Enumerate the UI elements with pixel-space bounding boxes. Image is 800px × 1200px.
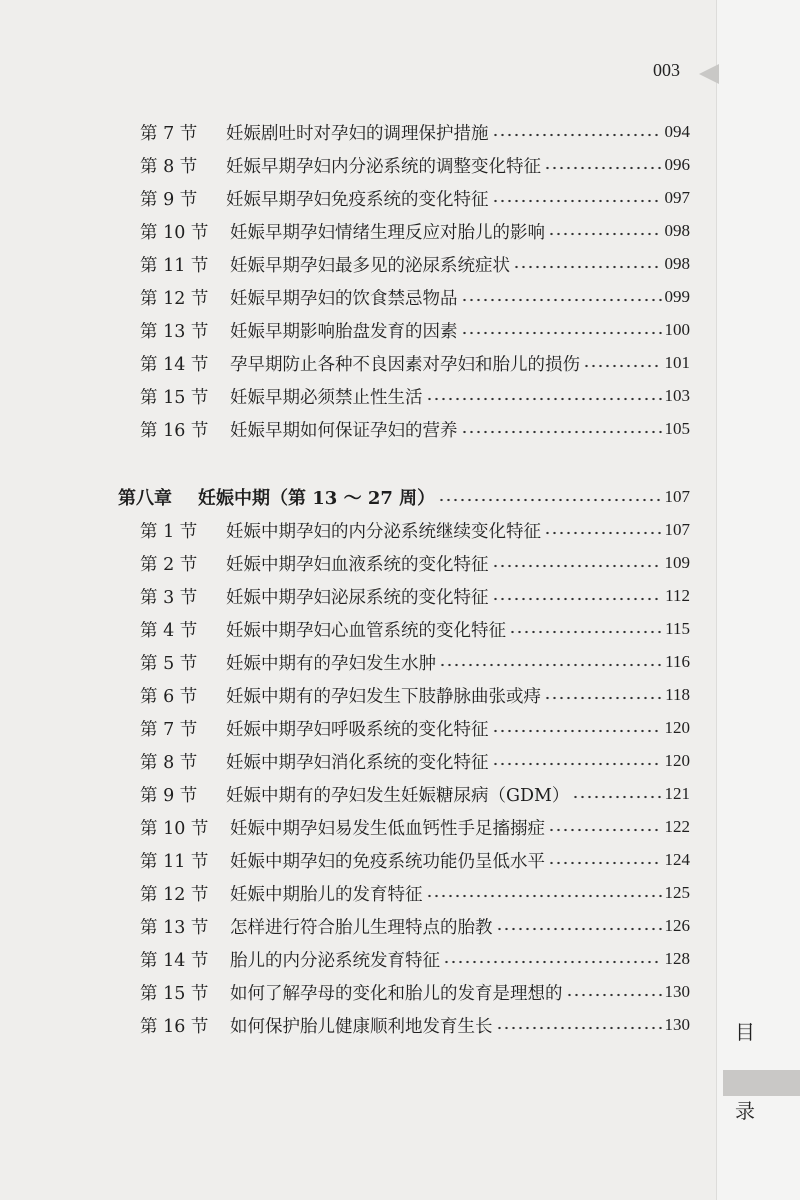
dot-leader <box>461 430 662 434</box>
section-number: 第 6 节 <box>140 686 198 707</box>
toc-entry[interactable] <box>140 515 690 545</box>
toc-entry[interactable] <box>140 944 690 974</box>
section-title: 如何保护胎儿健康顺利地发育生长 <box>230 1016 493 1037</box>
section-title: 妊娠中期有的孕妇发生下肢静脉曲张或痔 <box>226 686 541 707</box>
page-ref: 105 <box>664 419 690 438</box>
section-title: 妊娠中期孕妇的免疫系统功能仍呈低水平 <box>230 851 545 872</box>
section-title: 如何了解孕母的变化和胎儿的发育是理想的 <box>230 983 563 1004</box>
toc-entry[interactable] <box>140 812 690 842</box>
page-ref: 118 <box>665 685 690 704</box>
dot-leader <box>492 597 663 601</box>
section-number: 第 16 节 <box>140 1016 209 1037</box>
dot-leader <box>566 993 662 997</box>
section-number: 第 10 节 <box>140 818 209 839</box>
page-ref: 120 <box>664 718 690 737</box>
section-title: 妊娠中期孕妇消化系统的变化特征 <box>226 752 489 773</box>
section-title: 妊娠早期影响胎盘发育的因素 <box>230 321 458 342</box>
dot-leader <box>492 729 662 733</box>
toc-entry[interactable] <box>140 845 690 875</box>
section-title: 妊娠中期孕妇心血管系统的变化特征 <box>226 620 506 641</box>
toc-entry[interactable] <box>140 581 690 611</box>
page-ref: 126 <box>664 916 690 935</box>
section-number: 第 1 节 <box>140 521 198 542</box>
section-number: 第 8 节 <box>140 156 198 177</box>
section-title: 孕早期防止各种不良因素对孕妇和胎儿的损伤 <box>230 354 580 375</box>
dot-leader <box>461 298 662 302</box>
section-number: 第 9 节 <box>140 785 198 806</box>
section-number: 第 10 节 <box>140 222 209 243</box>
section-title: 妊娠中期胎儿的发育特征 <box>230 884 423 905</box>
page-ref: 112 <box>665 586 690 605</box>
dot-leader <box>443 960 662 964</box>
toc-entry[interactable] <box>140 117 690 147</box>
toc-entry[interactable] <box>140 746 690 776</box>
dot-leader <box>438 498 661 502</box>
section-number: 第 12 节 <box>140 884 209 905</box>
sidebar-strip <box>716 0 800 1200</box>
dot-leader <box>492 133 662 137</box>
section-number: 第 2 节 <box>140 554 198 575</box>
page-ref: 101 <box>664 353 690 372</box>
dot-leader <box>496 1026 662 1030</box>
dot-leader <box>548 861 662 865</box>
section-title: 妊娠中期有的孕妇发生水肿 <box>226 653 436 674</box>
section-number: 第 11 节 <box>140 255 209 276</box>
toc-entry[interactable] <box>140 315 690 345</box>
toc-entry[interactable] <box>140 680 690 710</box>
toc-entry[interactable] <box>140 614 690 644</box>
section-number: 第 14 节 <box>140 354 209 375</box>
section-title: 妊娠早期孕妇内分泌系统的调整变化特征 <box>226 156 541 177</box>
page-ref: 098 <box>664 221 690 240</box>
dot-leader <box>461 331 662 335</box>
dot-leader <box>544 166 662 170</box>
dot-leader <box>492 564 662 568</box>
dot-leader <box>496 927 662 931</box>
section-title: 妊娠中期孕妇呼吸系统的变化特征 <box>226 719 489 740</box>
toc-chapter-entry[interactable] <box>118 482 690 512</box>
page-ref: 122 <box>664 817 690 836</box>
section-title: 妊娠早期孕妇的饮食禁忌物品 <box>230 288 458 309</box>
dot-leader <box>583 364 662 368</box>
page-ref: 099 <box>664 287 690 306</box>
toc-entry[interactable] <box>140 150 690 180</box>
page-ref: 130 <box>664 1015 690 1034</box>
toc-entry[interactable] <box>140 713 690 743</box>
section-title: 妊娠中期有的孕妇发生妊娠糖尿病（GDM） <box>226 785 570 806</box>
page-ref: 128 <box>664 949 690 968</box>
page-ref: 094 <box>664 122 690 141</box>
section-title: 妊娠中期孕妇的内分泌系统继续变化特征 <box>226 521 541 542</box>
dot-leader <box>426 397 662 401</box>
section-title: 妊娠中期孕妇血液系统的变化特征 <box>226 554 489 575</box>
page-number: 003 <box>653 60 680 80</box>
toc-entry[interactable] <box>140 249 690 279</box>
dot-leader <box>544 531 662 535</box>
dot-leader <box>426 894 662 898</box>
section-number: 第 16 节 <box>140 420 209 441</box>
toc-entry[interactable] <box>140 911 690 941</box>
section-number: 第 15 节 <box>140 387 209 408</box>
sidebar-label-mu: 目 <box>735 1020 755 1044</box>
dot-leader <box>548 828 662 832</box>
page-ref: 124 <box>664 850 690 869</box>
dot-leader <box>492 762 662 766</box>
dot-leader <box>509 630 662 634</box>
dot-leader <box>439 663 662 667</box>
toc-entry[interactable] <box>140 381 690 411</box>
page-ref: 103 <box>664 386 690 405</box>
toc-entry[interactable] <box>140 1010 690 1040</box>
page-ref: 107 <box>664 487 690 506</box>
section-number: 第 4 节 <box>140 620 198 641</box>
toc-entry[interactable] <box>140 348 690 378</box>
dot-leader <box>544 696 662 700</box>
section-number: 第 7 节 <box>140 719 198 740</box>
section-number: 第 7 节 <box>140 123 198 144</box>
section-number: 第 12 节 <box>140 288 209 309</box>
page-ref: 121 <box>664 784 690 803</box>
page-ref: 109 <box>664 553 690 572</box>
section-number: 第 13 节 <box>140 917 209 938</box>
toc-entry[interactable] <box>140 779 690 809</box>
section-title: 妊娠剧吐时对孕妇的调理保护措施 <box>226 123 489 144</box>
toc-entry[interactable] <box>140 878 690 908</box>
section-number: 第 14 节 <box>140 950 209 971</box>
page-ref: 130 <box>664 982 690 1001</box>
section-number: 第 5 节 <box>140 653 198 674</box>
page-ref: 100 <box>664 320 690 339</box>
toc-entry[interactable] <box>140 216 690 246</box>
toc-entry[interactable] <box>140 414 690 444</box>
page-ref: 116 <box>665 652 690 671</box>
dot-leader <box>513 265 662 269</box>
chapter-number: 第八章 <box>118 488 172 509</box>
chapter-title: 妊娠中期（第 13 ～ 27 周） <box>198 488 436 509</box>
section-title: 妊娠中期孕妇泌尿系统的变化特征 <box>226 587 489 608</box>
section-number: 第 8 节 <box>140 752 198 773</box>
dot-leader <box>572 795 661 799</box>
page-ref: 115 <box>665 619 690 638</box>
sidebar-tab-marker <box>723 1070 800 1096</box>
section-number: 第 9 节 <box>140 189 198 210</box>
page-ref: 098 <box>664 254 690 273</box>
toc-entry[interactable] <box>140 977 690 1007</box>
section-title: 妊娠早期孕妇最多见的泌尿系统症状 <box>230 255 510 276</box>
page-ref: 097 <box>664 188 690 207</box>
toc-entry[interactable] <box>140 183 690 213</box>
page-ref: 096 <box>664 155 690 174</box>
toc-entry[interactable] <box>140 647 690 677</box>
section-title: 胎儿的内分泌系统发育特征 <box>230 950 440 971</box>
page-ref: 120 <box>664 751 690 770</box>
page-arrow-icon <box>699 64 719 84</box>
section-number: 第 11 节 <box>140 851 209 872</box>
section-title: 妊娠中期孕妇易发生低血钙性手足搐搦症 <box>230 818 545 839</box>
section-number: 第 15 节 <box>140 983 209 1004</box>
page-ref: 107 <box>664 520 690 539</box>
section-title: 妊娠早期孕妇免疫系统的变化特征 <box>226 189 489 210</box>
section-title: 妊娠早期如何保证孕妇的营养 <box>230 420 458 441</box>
section-title: 怎样进行符合胎儿生理特点的胎教 <box>230 917 493 938</box>
toc-entry[interactable] <box>140 282 690 312</box>
dot-leader <box>492 199 662 203</box>
section-title: 妊娠早期孕妇情绪生理反应对胎儿的影响 <box>230 222 545 243</box>
sidebar-label-lu: 录 <box>735 1099 755 1123</box>
toc-entry[interactable] <box>140 548 690 578</box>
dot-leader <box>548 232 662 236</box>
section-title: 妊娠早期必须禁止性生活 <box>230 387 423 408</box>
section-number: 第 13 节 <box>140 321 209 342</box>
page-ref: 125 <box>664 883 690 902</box>
section-number: 第 3 节 <box>140 587 198 608</box>
